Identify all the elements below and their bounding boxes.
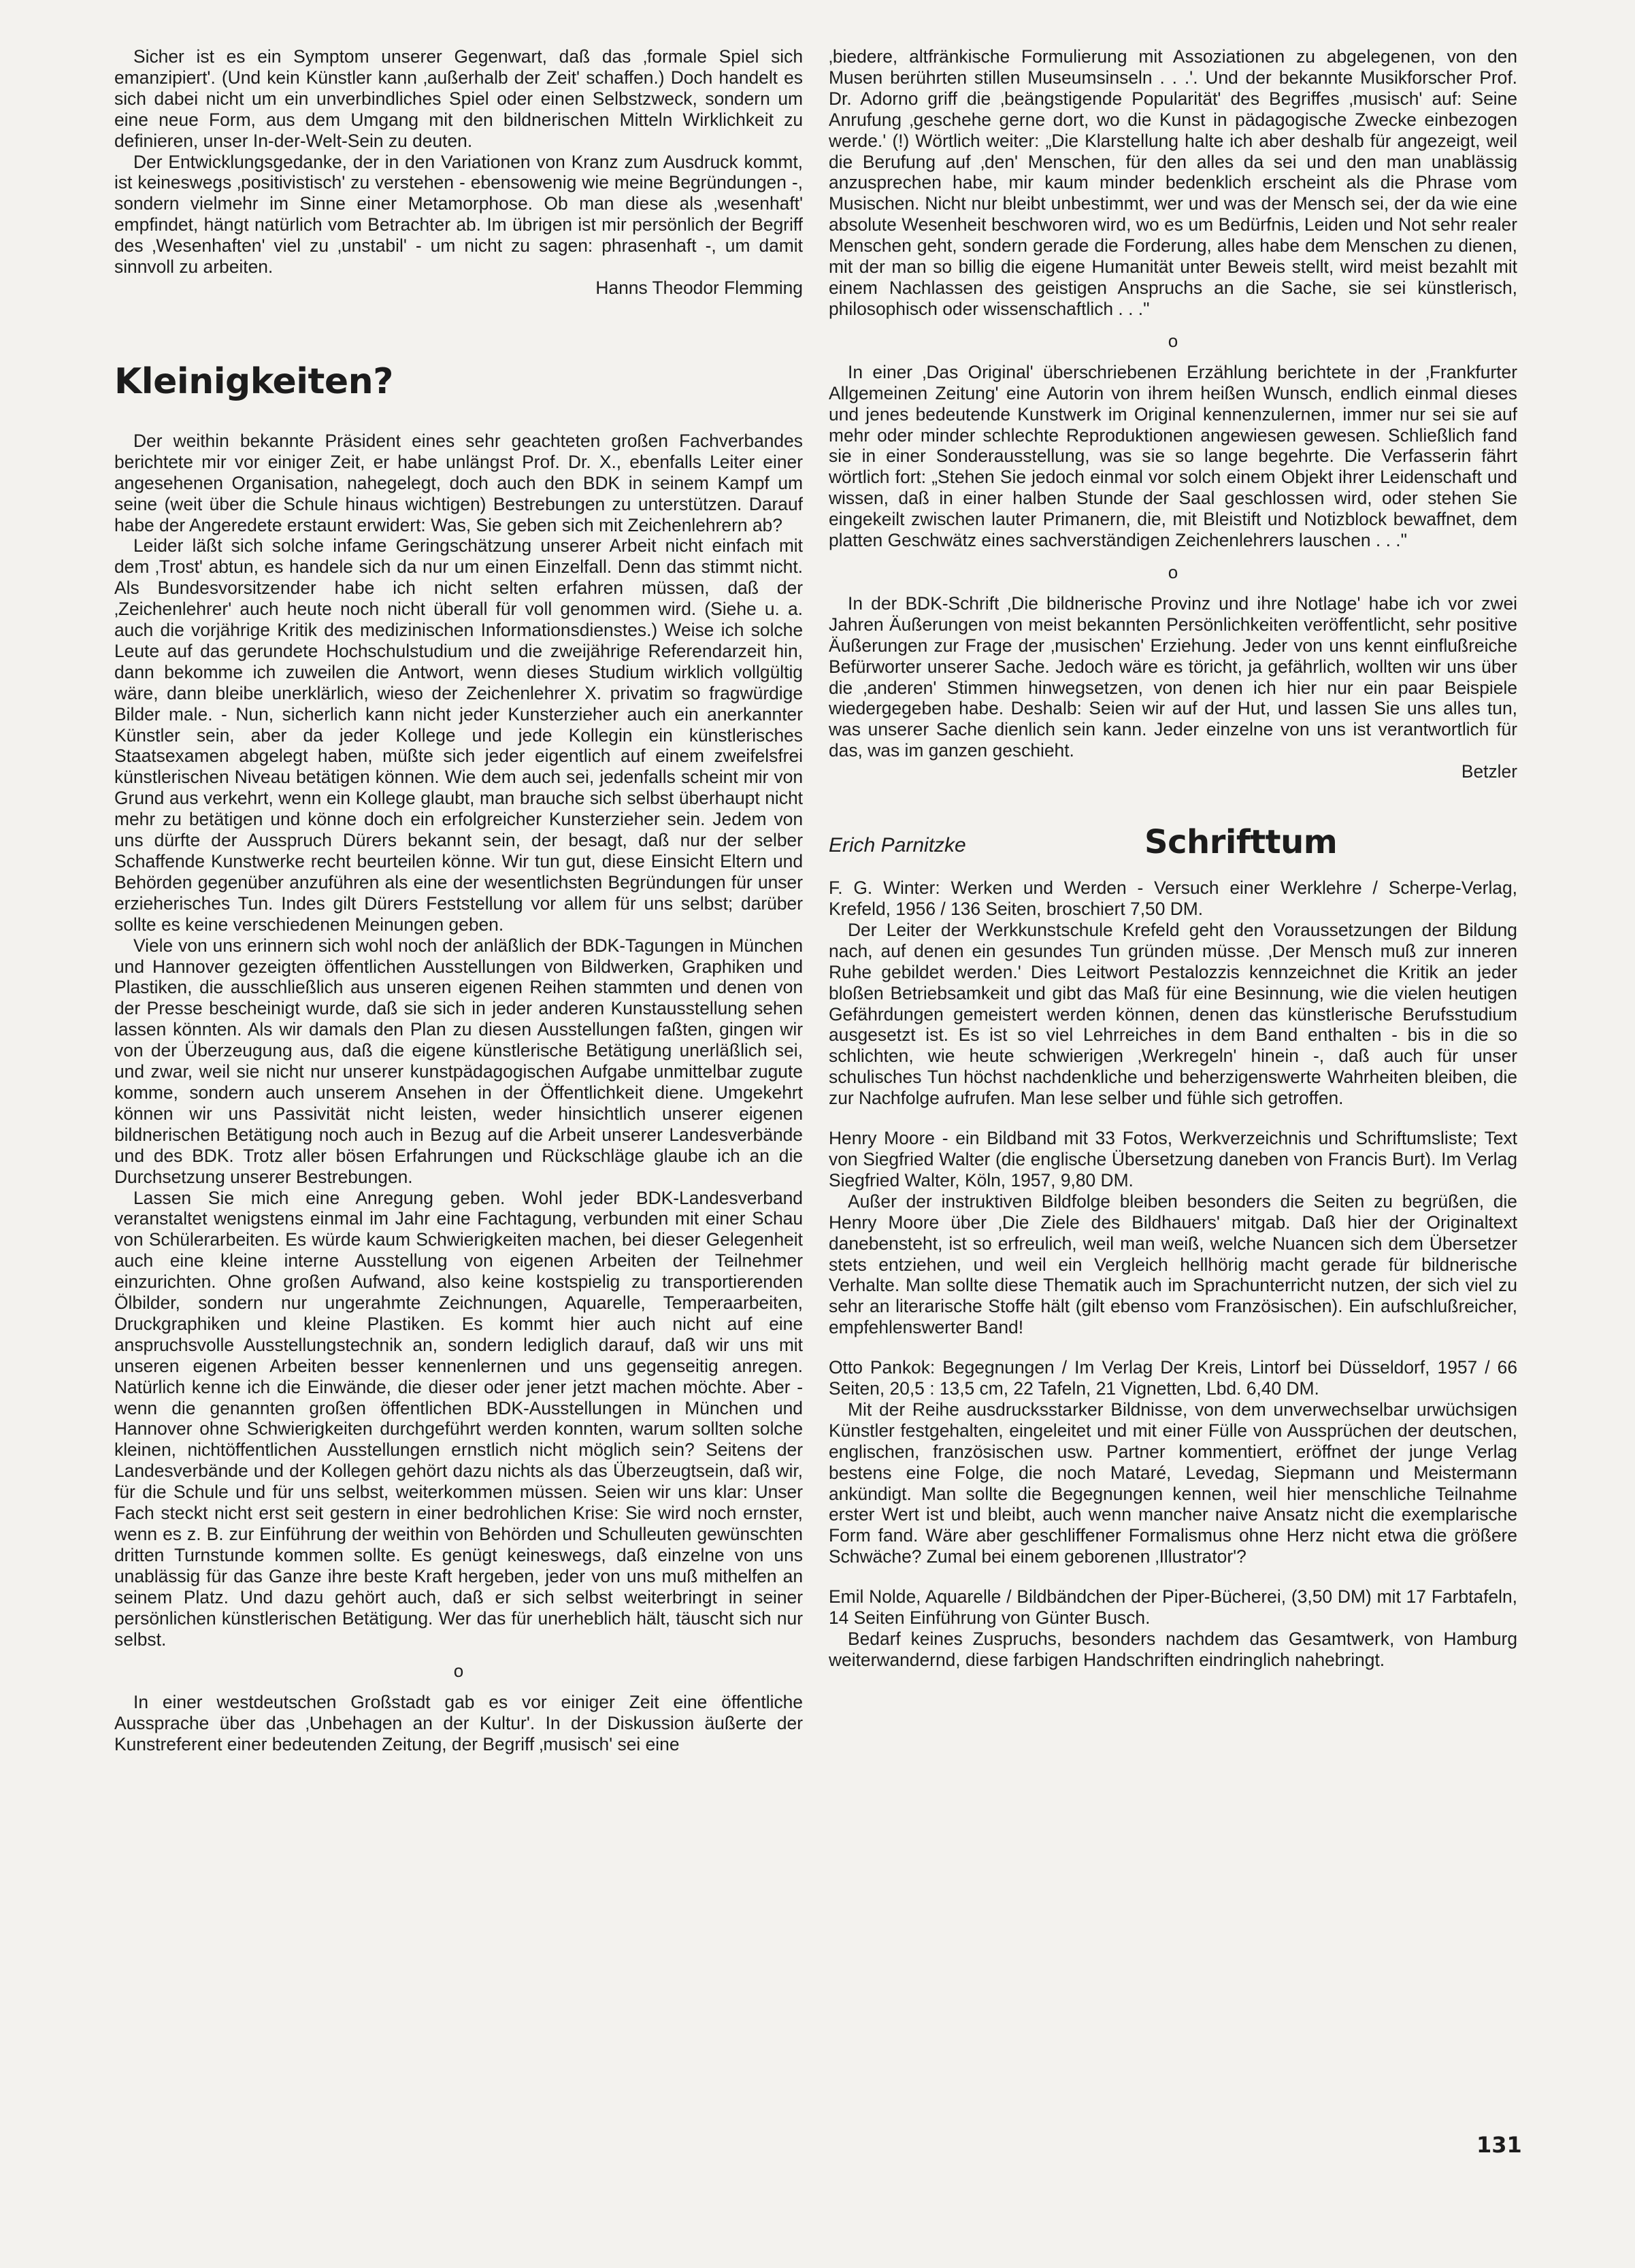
article-paragraph: Der weithin bekannte Präsident eines sehr geachteten großen Fachverbandes berichtete mir vor einiger Zeit, er habe unlängst Prof. Dr. X., ebenfalls Leiter einer angesehenen Organisation, nahegelegt, doch auch den BDK in seinem Kampf um seine (weit über die Schule hinaus wichtigen) Bestrebungen zu unterstützen. Darauf habe der Angeredete erstaunt erwidert: Was, Sie geben sich mit Zeichenlehrern ab?: [114, 430, 803, 535]
section-header: [829, 822, 1517, 865]
review-citation: F. G. Winter: Werken und Werden - Versuch einer Werklehre / Scherpe-Verlag, Krefeld, 1956 / 136 Seiten, broschiert 7,50 DM.: [829, 878, 1517, 919]
section-divider: o: [453, 1661, 464, 1682]
section-divider: o: [1168, 561, 1178, 582]
intro-paragraph: Sicher ist es ein Symptom unserer Gegenwart, daß das ‚formale Spiel sich emanzipiert'. (Und kein Künstler kann ‚außerhalb der Zeit' schaffen.) Doch handelt es sich dabei nicht um ein unverbindliches Spiel oder einen Selbstzweck, sondern um eine neue Form, aus dem Umgang mit den bildnerischen Mitteln Wirklichkeit zu definieren, unser In-der-Welt-Sein zu deuten.: [114, 46, 803, 151]
review-text: Der Leiter der Werkkunstschule Krefeld geht den Voraussetzungen der Bildung nach, auf denen ein gesundes Tun gründen müsse. ‚Der Mensch muß zur inneren Ruhe gebildet werden.' Dies Leitwort Pestalozzis kennzeichnet die Kritik an jeder bloßen Betriebsamkeit und gibt das Maß für eine Besinnung, wie die vielen heutigen Gefährdungen gemeistert werden können, denen das künstlerische Berufsstudium ausgesetzt ist. Es ist so viel Lehrreiches in dem Band enthalten - bis in die so schlichten, wie heute schwierigen ‚Werkregeln' hinein -, daß auch für unser schulisches Tun höchst nachdenkliche und beherzigenswerte Wahrheiten bleiben, die zur Nachfolge aufrufen. Man lese selber und fühle sich getroffen.: [829, 919, 1517, 1109]
closing-paragraph: In einer westdeutschen Großstadt gab es vor einiger Zeit eine öffentliche Aussprache über das ‚Unbehagen an der Kultur'. In der Diskussion äußerte der Kunstreferent einer bedeutenden Zeitung, der Begriff ‚musisch' sei eine: [114, 1692, 803, 1755]
article-heading: Kleinigkeiten?: [114, 361, 393, 402]
continued-paragraph: ‚biedere, altfränkische Formulierung mit Assoziationen zu abgelegenen, von den Musen berührten stillen Museumsinseln . . .'. Und der bekannte Musikforscher Prof. Dr. Adorno griff die ‚beängstigende Popularität' des Begriffes ‚musisch' auf: Seine Anrufung ‚geschehe gerne dort, wo die Kunst in pädagogische Zwecke einbezogen werde.' (!) Wörtlich weiter: „Die Klarstellung halte ich aber deshalb für angezeigt, weil die Berufung auf ‚den' Menschen, für den alles da sei und den man unablässig anzusprechen habe, mir kaum minder bedenklich erscheint als die Phrase vom Musischen. Nicht nur bleibt unbestimmt, wer und was der Mensch sei, der da wie eine absolute Wesenheit beschworen wird, wo es um Bedürfnis, Leiden und Not sehr realer Menschen geht, sondern gerade die Forderung, alles habe dem Menschen zu dienen, mit der man so billig die eigene Humanität unter Beweis stellt, wird meist bezahlt mit einem Nachlassen des geistigen Anspruchs an die Sache, sie sei künstlerisch, philosophisch oder wissenschaftlich . . .": [829, 46, 1517, 319]
article-paragraph: Leider läßt sich solche infame Geringschätzung unserer Arbeit nicht einfach mit dem ‚Trost' abtun, es handele sich da nur um einen Einzelfall. Denn das stimmt nicht. Als Bundesvorsitzender habe ich nicht selten erfahren müssen, daß der ‚Zeichenlehrer' auch heute noch nicht überall für voll genommen wird. (Siehe u. a. auch die vorjährige Kritik des medizinischen Informationsdienstes.) Weise ich solche Leute auf das gerundete Hochschulstudium und die zweijährige Referendarzeit hin, dann bekomme ich zuweilen die Antwort, wenn dieses Studium wirklich vollgültig wäre, dann bleibe unerklärlich, wieso der Zeichenlehrer X. privatim so fragwürdige Bilder male. - Nun, sicherlich kann nicht jeder Kunsterzieher auch ein anerkannter Künstler sein, aber da jeder Kollege und jede Kollegin ein künstlerisches Staatsexamen abgelegt haben, müßte sich jeder eigentlich auf einem zweifelsfrei künstlerischen Niveau betätigen können. Wie dem auch sei, jedenfalls scheint mir von Grund aus verkehrt, wenn ein Kollege glaubt, man brauche sich selbst überhaupt nicht mehr zu betätigen und könne doch ein erfolgreicher Kunsterzieher sein. Jedem von uns dürfte der Ausspruch Dürers bekannt sein, der besagt, daß nur der selber Schaffende Kunstwerke recht beurteilen könne. Wir tun gut, diese Einsicht Eltern und Behörden gegenüber anzuführen als eine der wesentlichsten Begründungen für unser erzieherisches Tun. Indes gilt Dürers Feststellung vor allem für uns selbst; darüber sollte es keine verschiedenen Meinungen geben.: [114, 535, 803, 935]
review-text: Bedarf keines Zuspruchs, besonders nachdem das Gesamtwerk, von Hamburg weiterwandernd, diese farbigen Handschriften eindringlich nahebringt.: [829, 1629, 1517, 1670]
article-paragraph: In einer ‚Das Original' überschriebenen Erzählung berichtete in der ‚Frankfurter Allgemeinen Zeitung' eine Autorin von ihrem heißen Wunsch, endlich einmal dieses und jenes bedeutende Kunstwerk im Original kennenzulernen, immer nur sei sie auf mehr oder minder schlechte Reproduktionen angewiesen gewesen. Schließlich fand sie in einer Sonderausstellung, was sie so lange begehrte. Die Verfasserin fährt wörtlich fort: „Stehen Sie jedoch einmal vor solch einem Objekt ihrer Leidenschaft und wissen, daß in einer halben Stunde der Saal geschlossen wird, oder stehen Sie eingekeilt zwischen lauter Primanern, die, mit Bleistift und Notizblock bewaffnet, dem platten Geschwätz eines sachverständigen Zeichenlehrers lauschen . . .": [829, 361, 1517, 551]
section-divider: o: [1168, 330, 1178, 351]
article-paragraph: In der BDK-Schrift ‚Die bildnerische Provinz und ihre Notlage' habe ich vor zwei Jahren Äußerungen von meist bekannten Persönlichkeiten veröffentlicht, sehr positive Äußerungen zur Frage der ‚musischen' Erziehung. Jeder von uns kennt einflußreiche Befürworter unserer Sache. Jedoch wäre es töricht, ja gefährlich, wollten wir uns über die ‚anderen' Stimmen hinwegsetzen, von denen ich hier nur ein paar Beispiele wiedergegeben habe. Deshalb: Seien wir auf der Hut, und lassen Sie uns alles tun, was unserer Sache dienlich sein kann. Jeder einzelne von uns ist verantwortlich für das, was im ganzen geschieht.: [829, 593, 1517, 761]
review-citation: Emil Nolde, Aquarelle / Bildbändchen der Piper-Bücherei, (3,50 DM) mit 17 Farbtafeln, 14 Seiten Einführung von Günter Busch.: [829, 1586, 1517, 1629]
left-column: [114, 46, 803, 1755]
article-paragraph: Viele von uns erinnern sich wohl noch der anläßlich der BDK-Tagungen in München und Hannover gezeigten öffentlichen Ausstellungen von Bildwerken, Graphiken und Plastiken, die ausschließlich aus unseren eigenen Reihen stammten und denen von der Presse bescheinigt wurde, daß sie sich in jeder anderen Kunstausstellung sehen lassen könnten. Als wir damals den Plan zu diesen Ausstellungen faßten, gingen wir von der Überzeugung aus, daß die eigene künstlerische Betätigung unerläßlich sei, und zwar, weil sie nicht nur unserer kunstpädagogischen Aufgabe unmittelbar zugute komme, sondern auch unserem Ansehen in der Öffentlichkeit diene. Umgekehrt können wir uns Passivität nicht leisten, weder hinsichtlich unserer eigenen bildnerischen Betätigung noch auch in Bezug auf die Arbeit unserer Landesverbände und des BDK. Trotz aller bösen Erfahrungen und Rückschläge glaube ich an die Durchsetzung unserer Bestrebungen.: [114, 935, 803, 1187]
review-text: Außer der instruktiven Bildfolge bleiben besonders die Seiten zu begrüßen, die Henry Moore über ‚Die Ziele des Bildhauers' mitgab. Daß hier der Originaltext danebensteht, ist so erfreulich, weil man weiß, welche Nuancen sich dem Übersetzer stets entziehen, und weil ein Vergleich hellhörig macht gerade für bildnerische Verhalte. Man sollte diese Thematik auch im Sprachunterricht nutzen, der sich viel zu sehr an literarische Stoffe hält (gilt ebenso vom Französischen). Ein aufschlußreicher, empfehlenswerter Band!: [829, 1190, 1517, 1338]
section-author: Erich Parnitzke: [829, 834, 966, 857]
section-title: Schrifttum: [1144, 823, 1338, 862]
page-number: 131: [1476, 2132, 1522, 2158]
intro-paragraph: Der Entwicklungsgedanke, der in den Variationen von Kranz zum Ausdruck kommt, ist keineswegs ‚positivistisch' zu verstehen - ebensowenig wie meine Begründungen -, sondern vielmehr im Sinne einer Metamorphose. Ob man diese als ‚wesenhaft' empfindet, hängt natürlich vom Betrachter ab. Im übrigen ist mir persönlich der Begriff des ‚Wesenhaften' viel zu ‚unstabil' - um nicht zu sagen: phrasenhaft -, um damit sinnvoll zu arbeiten.: [114, 151, 803, 278]
review-citation: Otto Pankok: Begegnungen / Im Verlag Der Kreis, Lintorf bei Düsseldorf, 1957 / 66 Seiten, 20,5 : 13,5 cm, 22 Tafeln, 21 Vignetten, Lbd. 6,40 DM.: [829, 1357, 1517, 1399]
article-paragraph: Lassen Sie mich eine Anregung geben. Wohl jeder BDK-Landesverband veranstaltet wenigstens einmal im Jahr eine Fachtagung, verbunden mit einer Schau von Schülerarbeiten. Es würde kaum Schwierigkeiten machen, bei dieser Gelegenheit auch eine kleine interne Ausstellung von eigenen Arbeiten der Teilnehmer einzurichten. Ohne großen Aufwand, also keine kostspielig zu transportierenden Ölbilder, sondern nur ungerahmte Zeichnungen, Aquarelle, Temperaarbeiten, Druckgraphiken und kleine Plastiken. Es kommt hier auch nicht auf eine anspruchsvolle Ausstellungstechnik an, sondern lediglich darauf, daß wir uns mit unseren eigenen Arbeiten besser kennenlernen und uns gegenseitig anregen. Natürlich kenne ich die Einwände, die dieser oder jener jetzt machen möchte. Aber - wenn die genannten großen öffentlichen BDK-Ausstellungen in München und Hannover ohne Schwierigkeiten durchgeführt werden konnten, warum sollten solche kleinen, nichtöffentlichen Ausstellungen ernstlich nicht möglich sein? Seitens der Landesverbände und der Kollegen gehört dazu nichts als das Überzeugtsein, daß wir, für die Schule und für uns selbst, weiterkommen müssen. Seien wir uns klar: Unser Fach steckt nicht erst seit gestern in einer bedrohlichen Krise: Sie wird noch ernster, wenn es z. B. zur Einführung der weithin von Behörden und Schulleuten gewünschten dritten Turnstunde kommen sollte. Es genügt keineswegs, daß einzelne von uns unablässig für das Ganze ihre beste Kraft hergeben, jeder von uns muß mithelfen an seinem Platz. Und dazu gehört auch, daß er sich selbst weiterbringt in seiner persönlichen künstlerischen Betätigung. Wer das für unerheblich hält, täuscht sich nur selbst.: [114, 1187, 803, 1650]
review-text: Mit der Reihe ausdrucksstarker Bildnisse, von dem unverwechselbar urwüchsigen Künstler festgehalten, eingeleitet und mit einer Fülle von Aussprüchen der deutschen, englischen, französischen usw. Partner kommentiert, eröffnet der junge Verlag bestens eine Folge, die noch Mataré, Levedag, Siepmann und Meistermann ankündigt. Man sollte die Begegnungen kennen, weil hier menschliche Teilnahme erster Wert ist und bleibt, auch wenn mancher naive Ansatz nicht die exemplarische Form fand. Wäre aber geschliffener Formalismus ohne Herz nicht etwa die größere Schwäche? Zumal bei einem geborenen ‚Illustrator'?: [829, 1399, 1517, 1567]
right-column: [829, 46, 1517, 1671]
review-citation: Henry Moore - ein Bildband mit 33 Fotos, Werkverzeichnis und Schriftumsliste; Text von Siegfried Walter (die englische Übersetzung daneben von Francis Burt). Im Verlag Siegfried Walter, Köln, 1957, 9,80 DM.: [829, 1128, 1517, 1190]
intro-signature: Hanns Theodor Flemming: [595, 277, 803, 298]
article-signature: Betzler: [1461, 761, 1517, 782]
